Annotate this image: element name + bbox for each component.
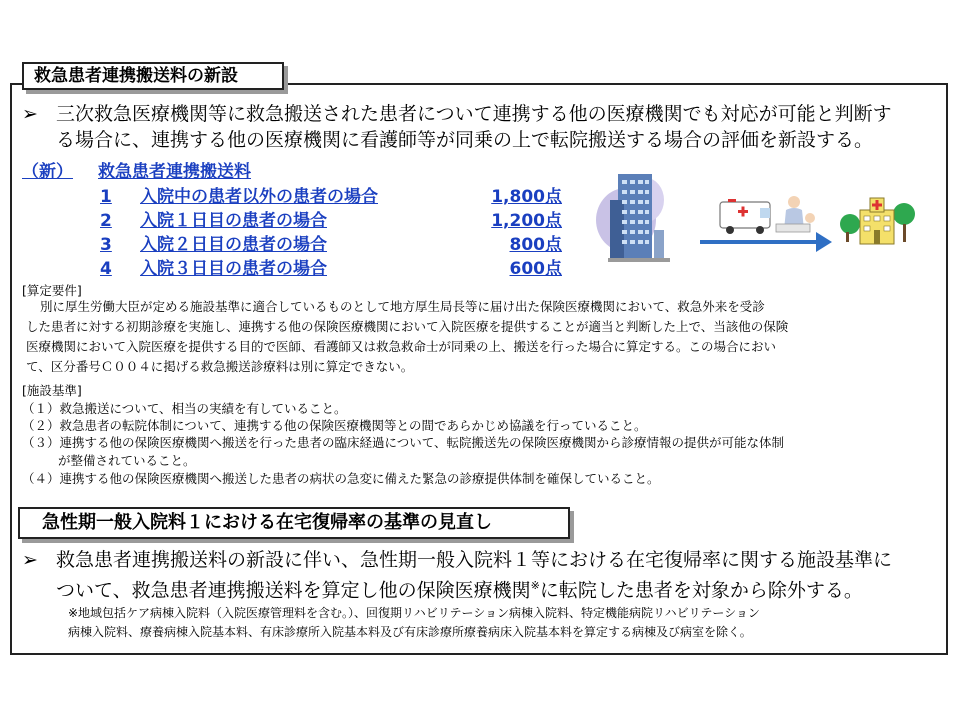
fee-points-4: 600点: [509, 259, 562, 279]
santei-line-1: 別に厚生労働大臣が定める施設基準に適合しているものとして地方厚生局長等に届け出た保険医療機関において、救急外来を受診: [40, 299, 765, 314]
shisetsu-heading: [施設基準]: [22, 383, 82, 398]
footnote-line-2: 病棟入院料、療養病棟入院基本料、有床診療所入院基本料及び有床診療所療養病床入院基本料を算定する病棟及び病室を除く。: [68, 625, 752, 639]
santei-line-2: した患者に対する初期診療を実施し、連携する他の保険医療機関において入院医療を提供することが適当と判断した上で、当該他の保険: [26, 319, 789, 334]
shisetsu-line-2: （２）救急患者の転院体制について、連携する他の保険医療機関等との間であらかじめ協議を行っていること。: [22, 418, 647, 433]
shisetsu-line-4: が整備されていること。: [58, 453, 196, 468]
new-label: （新）: [22, 162, 73, 182]
fee-label-3: 入院２日目の患者の場合: [140, 235, 327, 255]
hospital-building-icon: [596, 174, 670, 262]
fee-label-4: 入院３日目の患者の場合: [140, 259, 327, 279]
fee-num-3: 3: [100, 235, 112, 255]
right-arrow-icon: [700, 232, 832, 252]
fee-points-2: 1,200点: [491, 211, 562, 231]
fee-label-2: 入院１日目の患者の場合: [140, 211, 327, 231]
transfer-illustration: [588, 160, 928, 270]
shisetsu-line-5: （４）連携する他の保険医療機関へ搬送した患者の病状の急変に備えた緊急の診療提供体制を確保していること。: [22, 471, 660, 486]
fee-points-1: 1,800点: [491, 187, 562, 207]
bullet-arrow-icon: ➢: [22, 549, 38, 571]
santei-line-4: て、区分番号Ｃ００４に掲げる救急搬送診療料は別に算定できない。: [26, 359, 414, 374]
santei-heading: [算定要件]: [22, 283, 82, 298]
section1-title: 救急患者連携搬送料の新設: [22, 62, 284, 90]
fee-num-4: 4: [100, 259, 112, 279]
destination-hospital-icon: [840, 198, 915, 244]
santei-line-3: 医療機関において入院医療を提供する目的で医師、看護師又は救急救命士が同乗の上、搬送を行った場合に算定する。この場合におい: [26, 339, 777, 354]
fee-title: 救急患者連携搬送料: [98, 162, 251, 182]
footnote-line-1: ※地域包括ケア病棟入院料（入院医療管理料を含む。）、回復期リハビリテーション病棟入院料、特定機能病院リハビリテーション: [68, 606, 760, 620]
ambulance-icon: [720, 199, 770, 234]
section2-title: 急性期一般入院料１における在宅復帰率の基準の見直し: [18, 507, 570, 539]
fee-num-1: 1: [100, 187, 112, 207]
nurse-patient-icon: [776, 196, 815, 232]
footnote-marker: ※: [530, 579, 540, 592]
fee-label-1: 入院中の患者以外の患者の場合: [140, 187, 378, 207]
shisetsu-line-3: （３）連携する他の保険医療機関へ搬送を行った患者の臨床経過について、転院搬送先の保険医療機関から診療情報の提供が可能な体制: [22, 435, 785, 450]
shisetsu-line-1: （１）救急搬送について、相当の実績を有していること。: [22, 401, 347, 416]
bullet-arrow-icon: ➢: [22, 103, 38, 125]
fee-points-3: 800点: [509, 235, 562, 255]
fee-num-2: 2: [100, 211, 112, 231]
